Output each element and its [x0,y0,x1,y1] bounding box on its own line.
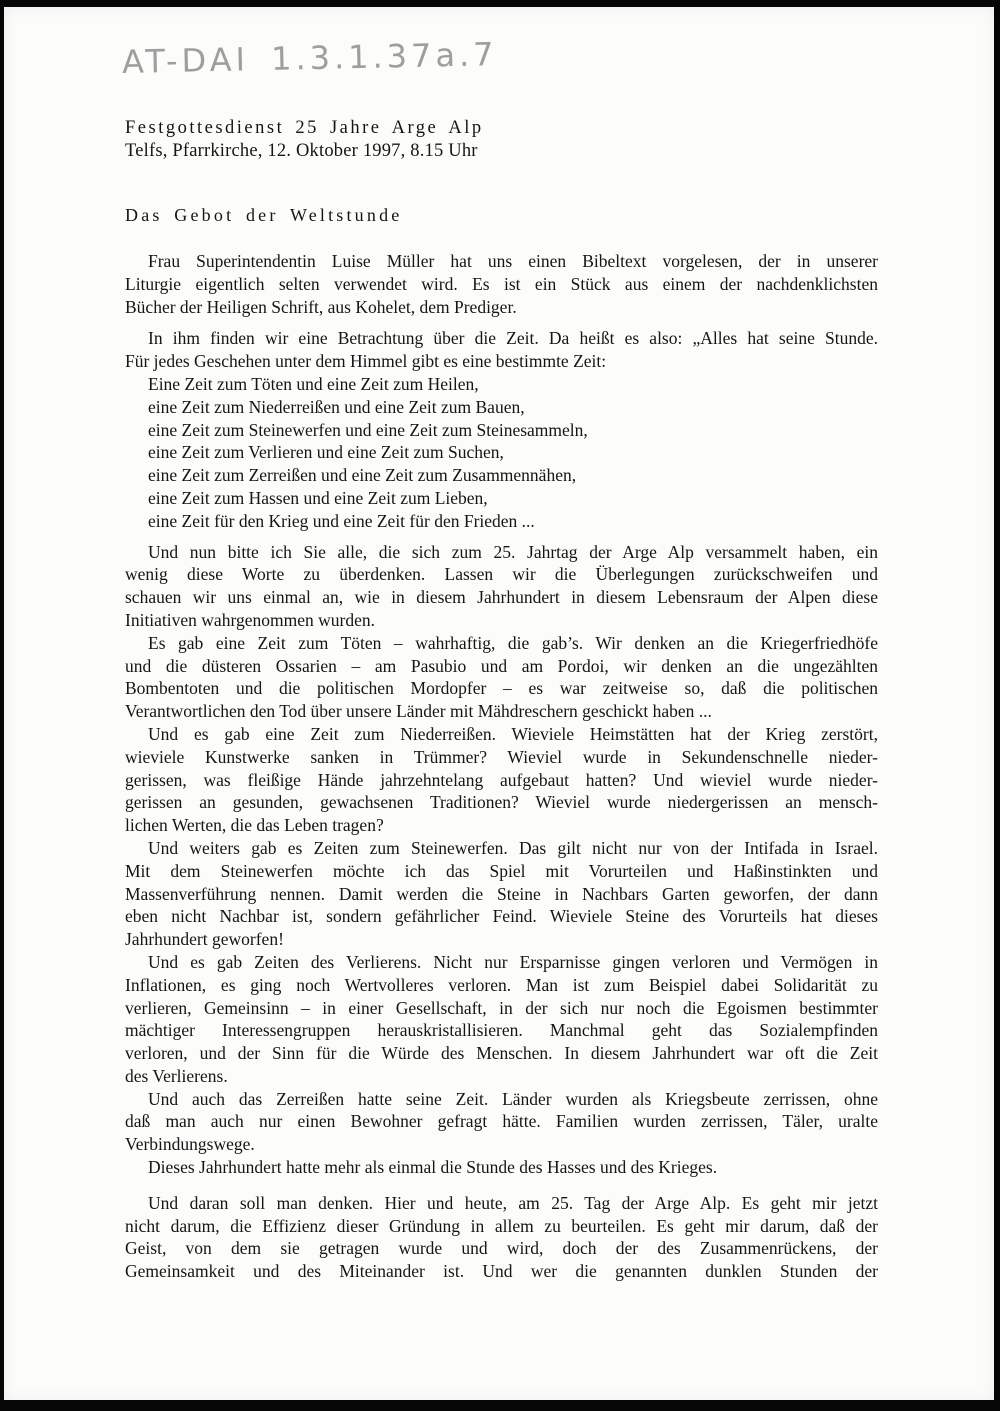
verse-line: eine Zeit zum Hassen und eine Zeit zum Lieben, [148,487,488,508]
paragraph-verlieren [125,951,878,1088]
text-line: verloren, und der Sinn für die Würde des Menschen. In diesem Jahrhundert war oft die Zeit [125,1043,878,1064]
text-line: Frau Superintendentin Luise Müller hat uns einen Bibeltext vorgelesen, der in unserer [148,251,878,271]
archive-reference-handwritten: AT-DAI 1.3.1.37a.7 [121,35,498,81]
text-line: Verbindungswege. [125,1134,255,1155]
paragraph-daran-denken [125,1192,878,1283]
text-line: und die düsteren Ossarien – am Pasubio und am Pordoi, wir denken an die ungezählten [125,655,878,676]
text-line: gerissen an gesunden, gewachsenen Traditionen? Wieviel wurde niedergerissen an mensch- [125,792,878,813]
text-line: Bombentoten und die politischen Mordopfer – es war zeitweise so, daß die politischen [125,678,878,699]
paragraph-intro [125,250,878,318]
text-line: eben nicht Nachbar ist, sondern gefährlicher Feind. Wieviele Steine des Vorurteils hat dieses [125,906,878,927]
text-line: verlieren, Gemeinsinn – in einer Gesellschaft, in der sich nur noch die Egoismen bestimmter [125,997,878,1018]
text-line: Dieses Jahrhundert hatte mehr als einmal die Stunde des Hasses und des Krieges. [148,1157,718,1178]
text-line: Mit dem Steinewerfen möchte ich das Spiel mit Vorurteilen und Haßinstinkten und [125,860,878,881]
text-line: Für jedes Geschehen unter dem Himmel gibt es eine bestimmte Zeit: [125,351,607,372]
paragraph-steinewerfen [125,837,878,951]
text-line: wenig diese Worte zu überdenken. Lassen wir die Überlegungen zurückschweifen und [125,564,878,585]
text-line: lichen Werten, die das Leben tragen? [125,815,384,836]
document-header [125,117,878,163]
text-line: Und nun bitte ich Sie alle, die sich zum 25. Jahrtag der Arge Alp versammelt haben, ein [148,541,878,562]
text-line: Bücher der Heiligen Schrift, aus Kohelet, dem Prediger. [125,296,517,317]
bible-verse-block [125,373,878,533]
document-title: Festgottesdienst 25 Jahre Arge Alp [125,118,484,138]
text-line: des Verlierens. [125,1065,228,1086]
text-line: Massenverführung nennen. Damit werden die Steine in Nachbars Garten geworfen, der dann [125,883,878,904]
sermon-heading: Das Gebot der Weltstunde [125,205,403,225]
text-line: Initiativen wahrgenommen wurden. [125,609,375,630]
paper-sheet [4,7,994,1400]
text-line: Verantwortlichen den Tod über unsere Länder mit Mähdreschern geschickt haben ... [125,701,712,722]
verse-line: eine Zeit zum Steinewerfen und eine Zeit zum Steinesammeln, [148,419,588,440]
text-line: Und es gab eine Zeit zum Niederreißen. Wieviele Heimstätten hat der Krieg zerstört, [148,723,878,744]
paragraph-zerreissen [125,1088,878,1156]
text-line: nicht darum, die Effizienz dieser Gründung in allem zu beurteilen. Es geht mir darum, daß der [125,1215,878,1236]
verse-line: Eine Zeit zum Töten und eine Zeit zum Heilen, [148,373,479,394]
text-line: Und es gab Zeiten des Verlierens. Nicht nur Ersparnisse gingen verloren und Vermögen in [148,951,878,972]
verse-line: eine Zeit zum Zerreißen und eine Zeit zum Zusammennähen, [148,465,577,486]
paragraph-toeten [125,632,878,723]
verse-line: eine Zeit zum Niederreißen und eine Zeit zum Bauen, [148,396,525,417]
paragraph-niederreissen [125,723,878,837]
text-line: schauen wir uns einmal an, wie in diesem Jahrhundert in diesem Lebensraum der Alpen diese [125,587,878,608]
text-line: mächtiger Interessengruppen herauskristallisieren. Manchmal geht das Sozialempfinden [125,1020,878,1041]
text-line: Gemeinsamkeit und des Miteinander ist. Und wer die genannten dunklen Stunden der [125,1261,878,1282]
verse-line: eine Zeit zum Verlieren und eine Zeit zum Suchen, [148,442,504,463]
text-line: daß man auch nur einen Bewohner gefragt hätte. Familien wurden zerrissen, Täler, uralte [125,1111,878,1132]
text-line: gerissen, was fleißige Hände jahrzehntelang aufgebaut hatten? Und wieviel wurde nieder- [125,769,878,790]
text-line: wieviele Kunstwerke sanken in Trümmer? Wieviel wurde in Sekundenschnelle nieder- [125,746,878,767]
text-line: Jahrhundert geworfen! [125,929,284,950]
paragraph-ueberdenken [125,541,878,632]
document-subtitle: Telfs, Pfarrkirche, 12. Oktober 1997, 8.15 Uhr [125,141,478,161]
text-line: In ihm finden wir eine Betrachtung über die Zeit. Da heißt es also: „Alles hat seine Stunde. [148,328,878,349]
text-line: Es gab eine Zeit zum Töten – wahrhaftig, die gab’s. Wir denken an die Kriegerfriedhöfe [148,632,878,653]
text-line: Liturgie eigentlich selten verwendet wird. Es ist ein Stück aus einem der nachdenklichsten [125,273,878,294]
paragraph-stunde-des-hasses [125,1156,878,1179]
verse-line: eine Zeit für den Krieg und eine Zeit für den Frieden ... [148,510,535,531]
text-line: Geist, von dem sie getragen wurde und wird, doch der des Zusammenrückens, der [125,1238,878,1259]
text-line: Und daran soll man denken. Hier und heute, am 25. Tag der Arge Alp. Es geht mir jetzt [148,1192,878,1213]
text-line: Und weiters gab es Zeiten zum Steinewerfen. Das gilt nicht nur von der Intifada in Israel. [148,837,878,858]
paragraph-kohelet [125,327,878,373]
document-content [125,117,878,1283]
text-line: Und auch das Zerreißen hatte seine Zeit. Länder wurden als Kriegsbeute zerrissen, ohne [148,1088,878,1109]
text-line: Inflationen, es ging noch Wertvolleres verloren. Man ist zum Beispiel dabei Solidarität zu [125,974,878,995]
